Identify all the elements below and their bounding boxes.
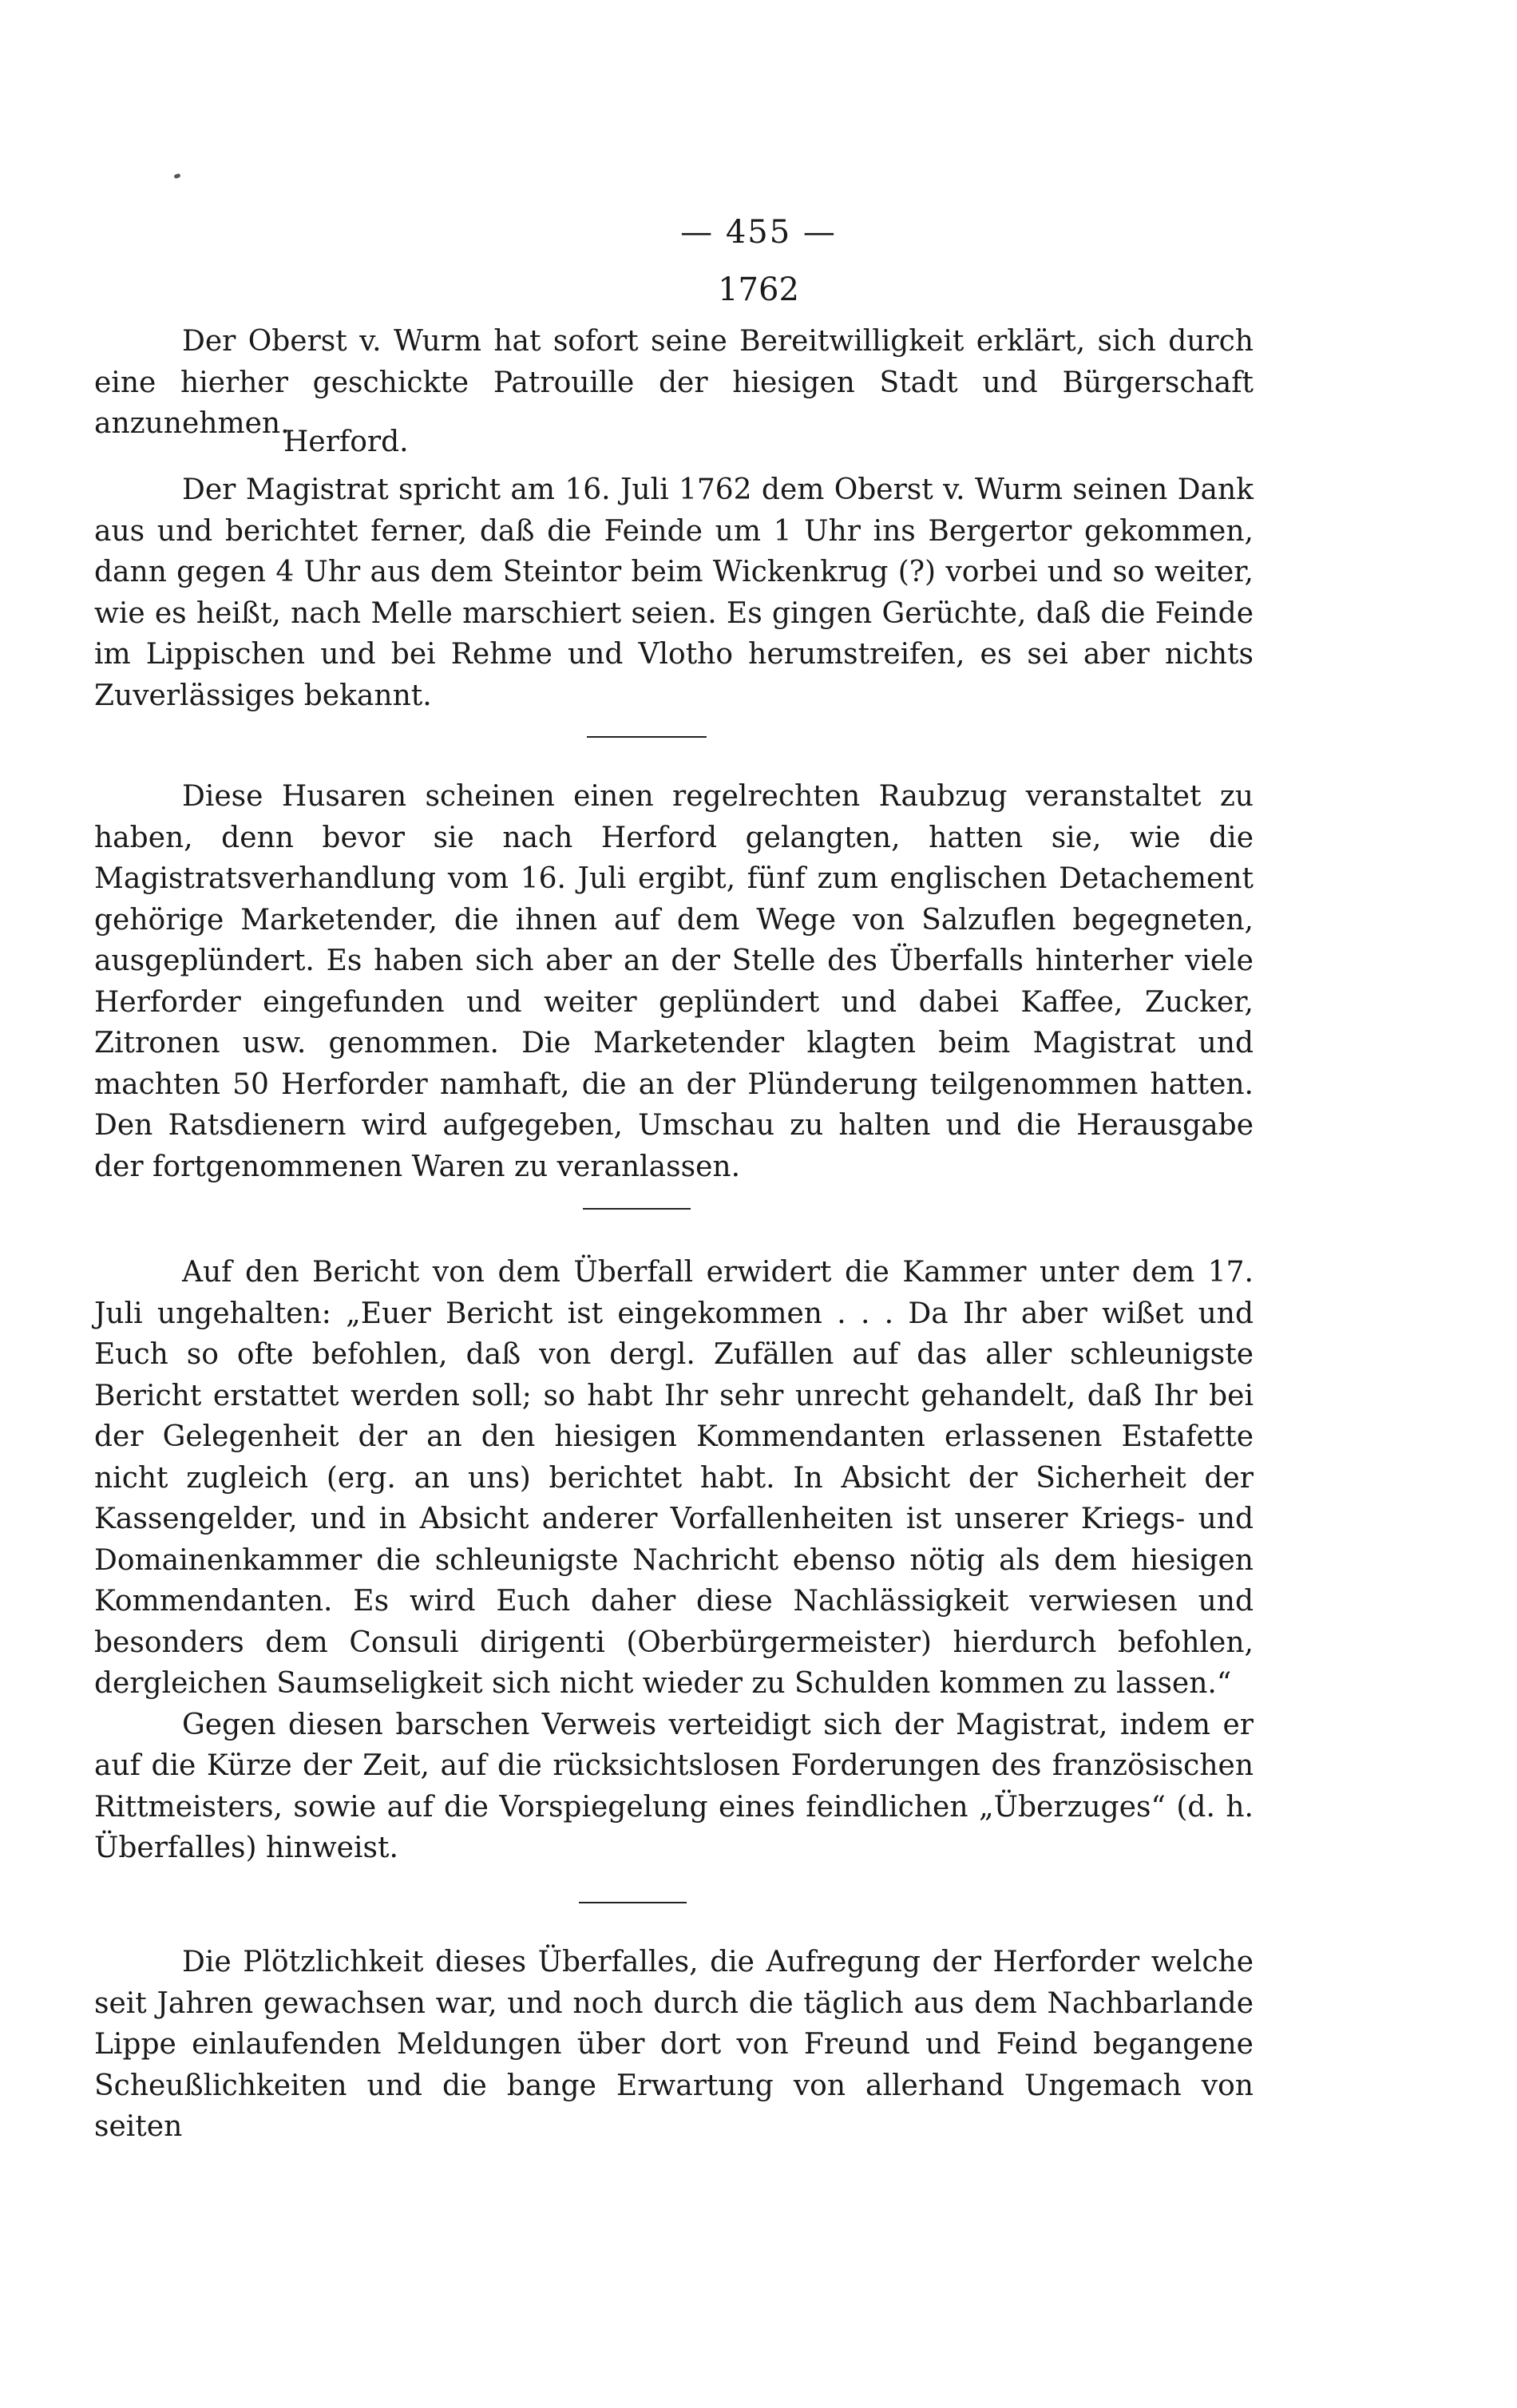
paragraph-block-2 (94, 469, 1254, 716)
section-divider-2 (583, 1208, 691, 1210)
section-divider-3 (579, 1902, 687, 1903)
section-divider-1 (587, 736, 707, 738)
paragraph-block-4 (94, 1252, 1254, 1869)
paragraph-block-5 (94, 1942, 1254, 2148)
year-heading: 1762 (718, 271, 799, 308)
paragraph-kammer-bericht: Auf den Bericht von dem Überfall erwidert die Kammer unter dem 17. Juli ungehalten: „Euer Bericht ist eingekommen . . . Da Ihr aber wißet und Euch so ofte befohlen, daß von dergl. Zufällen auf das aller schleunigste Bericht erstattet werden soll; so habt Ihr sehr unrecht gehandelt, daß Ihr bei der Gelegenheit der an den hiesigen Kommendanten erlassenen Estafette nicht zugleich (erg. an uns) berichtet habt. In Absicht der Sicherheit der Kassengelder, und in Absicht anderer Vorfallenheiten ist unserer Kriegs- und Domainenkammer die schleunigste Nachricht ebenso nötig als dem hiesigen Kommendanten. Es wird Euch daher diese Nachlässigkeit verwiesen und besonders dem Consuli dirigenti (Oberbürgermeister) hierdurch befohlen, dergleichen Saumseligkeit sich nicht wieder zu Schulden kommen zu lassen.“ (94, 1256, 1254, 1700)
section-heading-herford: Herford. (283, 426, 409, 458)
paragraph-block-3 (94, 776, 1254, 1187)
paragraph-ploetzlichkeit: Die Plötzlichkeit dieses Überfalles, die Aufregung der Herforder welche seit Jahren gewachsen war, und noch durch die täglich aus dem Nachbarlande Lippe einlaufenden Meldungen über dort von Freund und Feind begangene Scheußlichkeiten und die bange Erwartung von allerhand Ungemach von seiten (94, 1946, 1254, 2143)
paragraph-husaren-raubzug: Diese Husaren scheinen einen regelrechten Raubzug veranstaltet zu haben, denn bevor sie nach Herford gelangten, hatten sie, wie die Magistratsverhandlung vom 16. Juli ergibt, fünf zum englischen Detachement gehörige Marketender, die ihnen auf dem Wege von Salzuflen begegneten, ausgeplündert. Es haben sich aber an der Stelle des Überfalls hinterher viele Herforder eingefunden und weiter geplündert und dabei Kaffee, Zucker, Zitronen usw. genommen. Die Marketender klagten beim Magistrat und machten 50 Herforder namhaft, die an der Plünderung teilgenommen hatten. Den Ratsdienern wird aufgegeben, Umschau zu halten und die Herausgabe der fortgenommenen Waren zu veranlassen. (94, 780, 1254, 1183)
paragraph-block-1 (94, 321, 1254, 445)
page-number: — 455 — (680, 214, 837, 251)
paragraph-oberst-wurm: Der Oberst v. Wurm hat sofort seine Bereitwilligkeit erklärt, sich durch eine hierher geschickte Patrouille der hiesigen Stadt und Bürgerschaft anzunehmen. (94, 325, 1254, 440)
paper-speck (173, 173, 180, 179)
paragraph-magistrat-dank: Der Magistrat spricht am 16. Juli 1762 dem Oberst v. Wurm seinen Dank aus und berichtet ferner, daß die Feinde um 1 Uhr ins Bergertor gekommen, dann gegen 4 Uhr aus dem Steintor beim Wickenkrug (?) vorbei und so weiter, wie es heißt, nach Melle marschiert seien. Es gingen Gerüchte, daß die Feinde im Lippischen und bei Rehme und Vlotho herumstreifen, es sei aber nichts Zuverlässiges bekannt. (94, 473, 1254, 712)
paragraph-magistrat-verteidigung: Gegen diesen barschen Verweis verteidigt sich der Magistrat, indem er auf die Kürze der Zeit, auf die rücksichtslosen Forderungen des französischen Rittmeisters, sowie auf die Vorspiegelung eines feindlichen „Überzuges“ (d. h. Überfalles) hinweist. (94, 1708, 1254, 1864)
